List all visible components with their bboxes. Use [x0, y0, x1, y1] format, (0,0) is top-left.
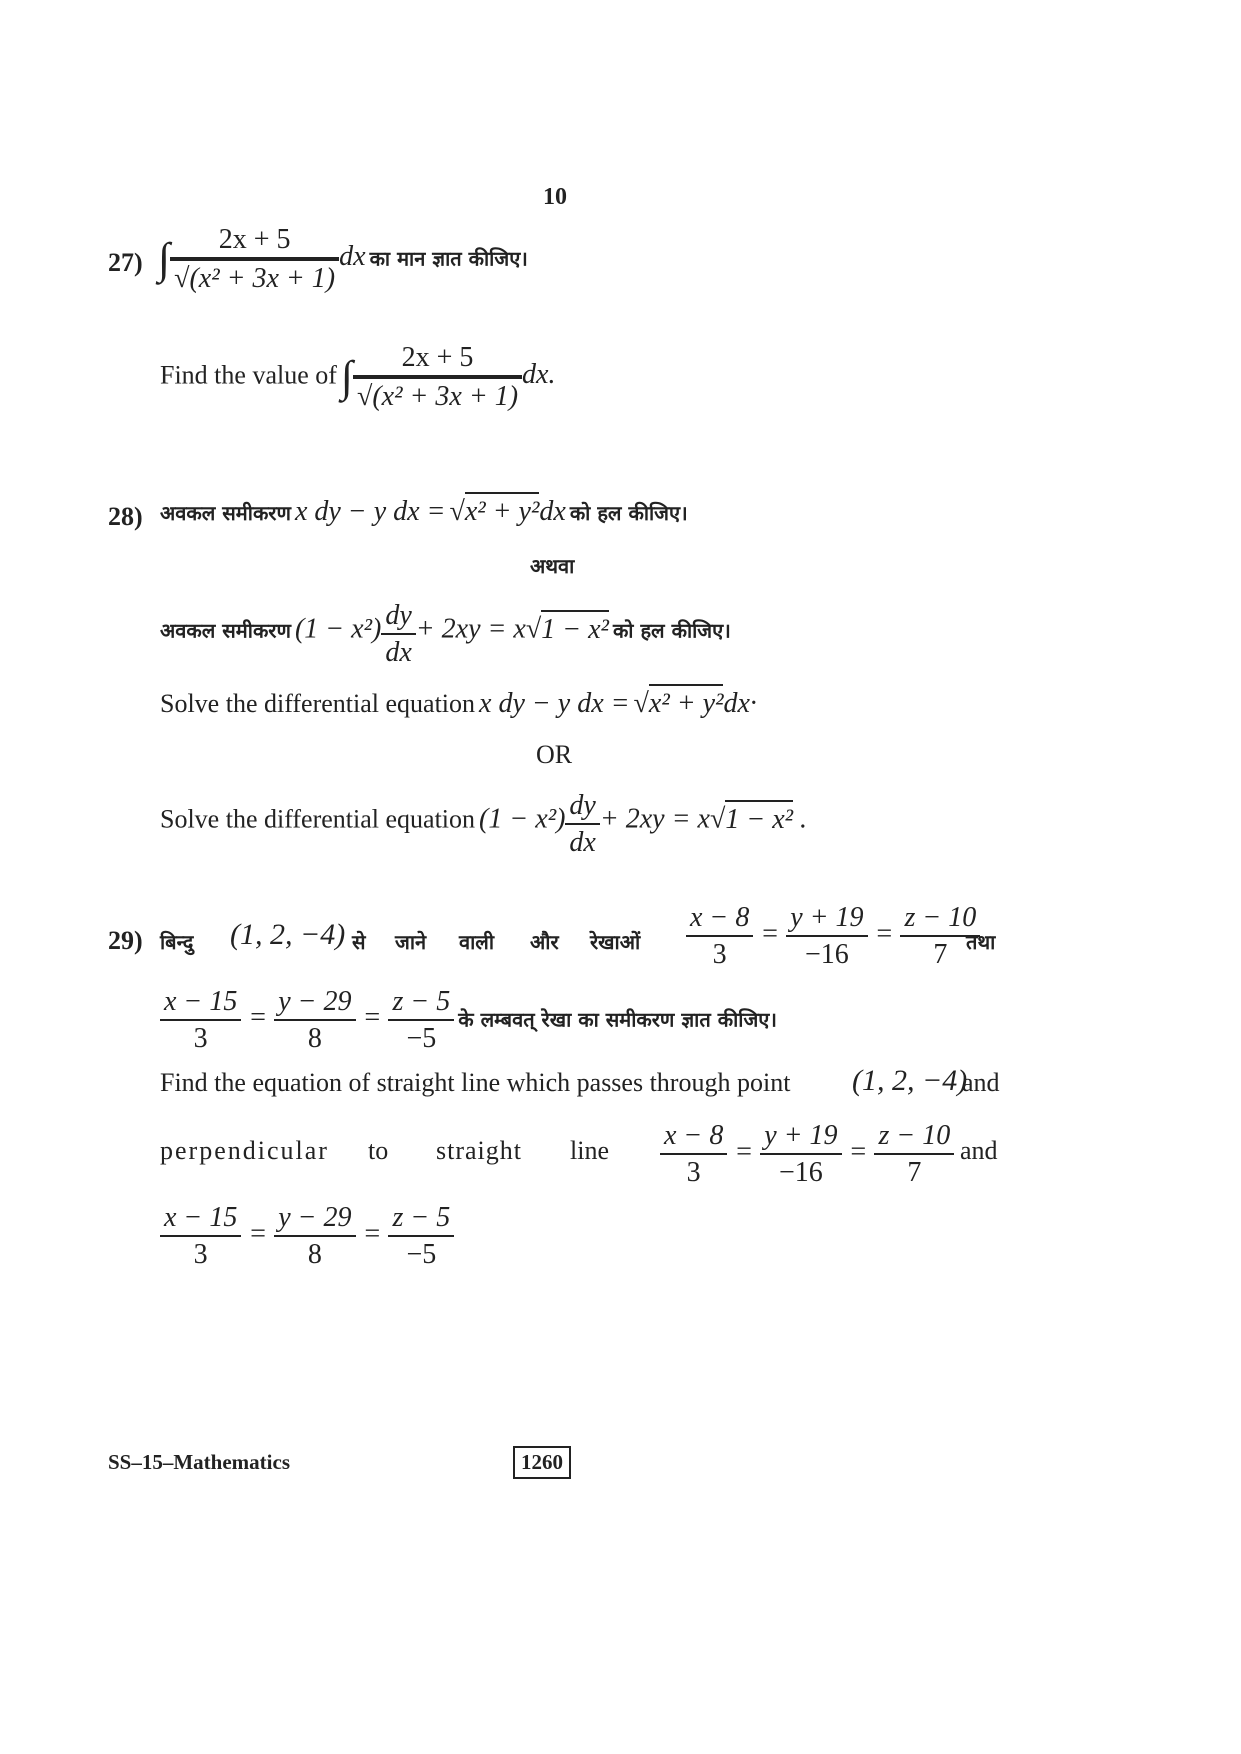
- q27-english: Find the value of ∫ $\frac{2x + 5}{\text{√(x² + 3x + 1)}}$ dx.: [160, 342, 556, 412]
- q29-hindi-word: जाने: [395, 930, 427, 954]
- q29-english-word: to: [368, 1136, 389, 1165]
- q29-line1-english: $\frac{x - 8}{3}$ = $\frac{y + 19}{-16}$ = $\frac{z - 10}{7}$: [660, 1118, 954, 1190]
- q28-hindi-line1: अवकल समीकरण x dy − y dx = √x² + y²dx को हल कीजिए।: [160, 496, 688, 528]
- q29-line1-hindi: $\frac{x - 8}{3}$ = $\frac{y + 19}{-16}$ = $\frac{z - 10}{7}$: [686, 900, 980, 972]
- integral-sign: ∫: [158, 234, 171, 284]
- q29-line2-hindi: $\frac{x - 15}{3}$ = $\frac{y - 29}{8}$ = $\frac{z - 5}{-5}$ के लम्बवत् रेखा का समीकरण ज्ञात कीजिए।: [160, 984, 777, 1056]
- q29-line2-english: $\frac{x - 15}{3}$ = $\frac{y - 29}{8}$ = $\frac{z - 5}{-5}$: [160, 1200, 454, 1272]
- q29-hindi-word: तथा: [966, 930, 996, 954]
- q27-number: 27): [108, 248, 143, 277]
- q29-hindi-word: बिन्दु: [160, 930, 194, 954]
- q28-hindi-or: अथवा: [530, 554, 575, 578]
- q29-english-line1: Find the equation of straight line which passes through point: [160, 1068, 791, 1097]
- q28-hindi-line2: अवकल समीकरण (1 − x²) $\frac{dy}{dx}$ + 2xy = x√1 − x² को हल कीजिए।: [160, 600, 731, 668]
- q29-english-point: (1, 2, −4): [852, 1064, 968, 1097]
- q29-hindi-word: वाली: [459, 930, 495, 954]
- q29-english-word: line: [570, 1136, 609, 1165]
- q28-english-line2: Solve the differential equation (1 − x²) $\frac{dy}{dx}$ + 2xy = x√1 − x² .: [160, 790, 808, 858]
- footer-subject: SS–15–Mathematics: [108, 1450, 290, 1474]
- q28-english-line1: Solve the differential equation x dy − y dx = √x² + y²dx·: [160, 688, 757, 720]
- q29-english-word: perpendicular: [160, 1136, 329, 1165]
- q28-number: 28): [108, 502, 143, 531]
- page-number: 10: [543, 184, 567, 210]
- q29-english-and: and: [962, 1068, 1000, 1097]
- q27-english-text: Find the value of: [160, 360, 337, 390]
- q29-hindi-word: रेखाओं: [590, 930, 641, 954]
- q29-number: 29): [108, 926, 143, 955]
- q29-hindi-word: और: [530, 930, 559, 954]
- footer-page-code: 1260: [513, 1446, 571, 1479]
- q29-hindi-word: से: [352, 930, 366, 954]
- q28-english-or: OR: [536, 740, 573, 769]
- q27-hindi-integral: ∫ $\frac{2x + 5}{\text{√(x² + 3x + 1)}}$ dx का मान ज्ञात कीजिए।: [158, 224, 528, 294]
- q29-english-word: straight: [436, 1136, 522, 1165]
- q27-hindi-text: का मान ज्ञात कीजिए।: [369, 246, 528, 271]
- q29-english-word: and: [960, 1136, 998, 1165]
- q29-point: (1, 2, −4): [230, 918, 346, 951]
